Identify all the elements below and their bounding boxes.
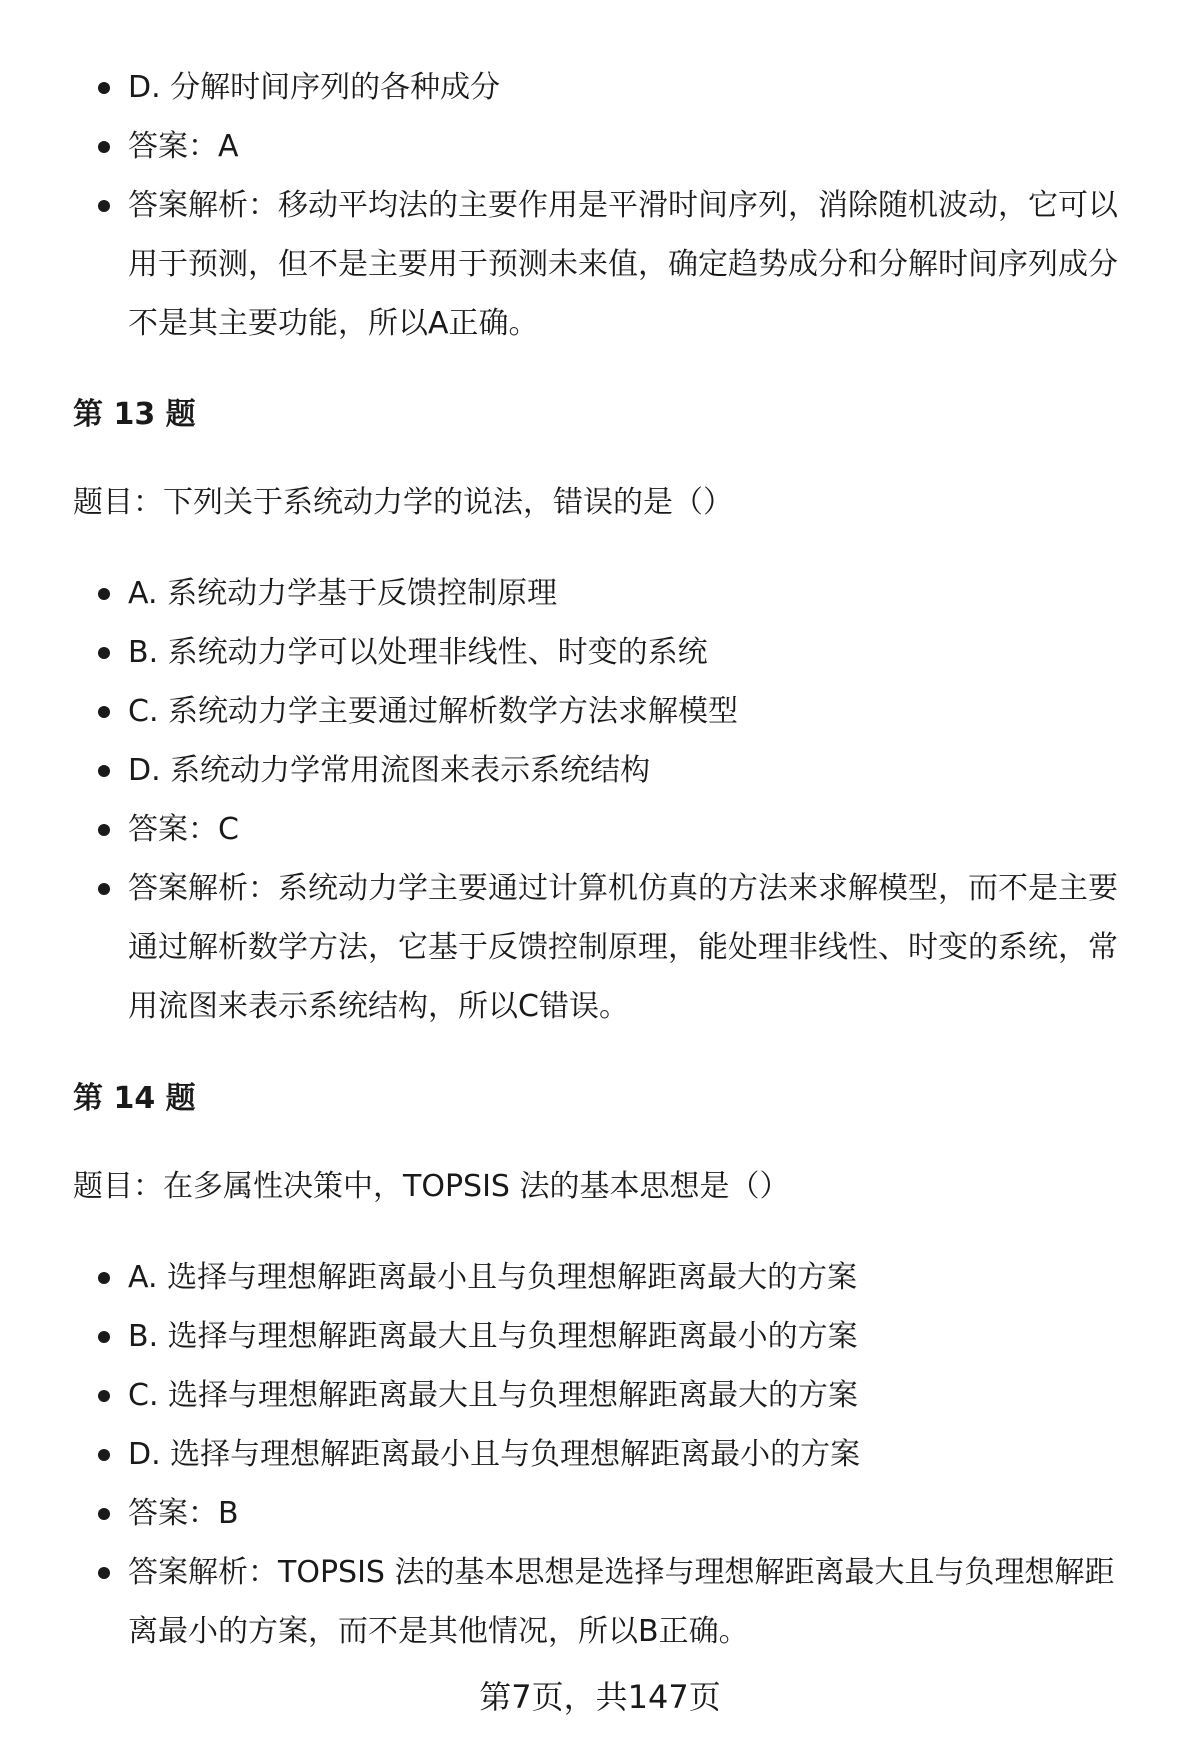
option-a: A. 选择与理想解距离最小且与负理想解距离最大的方案 xyxy=(0,1248,1200,1307)
option-c: C. 系统动力学主要通过解析数学方法求解模型 xyxy=(0,682,1200,741)
bullet-dot-icon xyxy=(98,200,110,212)
options-list xyxy=(0,1248,1200,1661)
option-a: A. 系统动力学基于反馈控制原理 xyxy=(0,564,1200,623)
page-number: 第7页，共147页 xyxy=(479,1678,721,1716)
answer-line: 答案：C xyxy=(0,800,1200,859)
bullet-dot-icon xyxy=(98,824,110,836)
bullet-dot-icon xyxy=(98,1508,110,1520)
option-b: B. 选择与理想解距离最大且与负理想解距离最小的方案 xyxy=(0,1307,1200,1366)
bullet-dot-icon xyxy=(98,647,110,659)
question-heading-13: 第 13 题 xyxy=(73,397,196,432)
bullet-dot-icon xyxy=(98,1390,110,1402)
bullet-dot-icon xyxy=(98,706,110,718)
bullet-dot-icon xyxy=(98,1449,110,1461)
question-text-13: 题目：下列关于系统动力学的说法，错误的是（） xyxy=(73,485,733,520)
option-d: D. 分解时间序列的各种成分 xyxy=(0,58,1200,117)
bullet-dot-icon xyxy=(98,765,110,777)
option-b: B. 系统动力学可以处理非线性、时变的系统 xyxy=(0,623,1200,682)
answer-line: 答案：A xyxy=(0,117,1200,176)
options-list xyxy=(0,564,1200,1036)
option-d: D. 系统动力学常用流图来表示系统结构 xyxy=(0,741,1200,800)
prev-question-block xyxy=(0,58,1200,353)
answer-line: 答案：B xyxy=(0,1484,1200,1543)
bullet-dot-icon xyxy=(98,588,110,600)
answer-explanation: 答案解析：TOPSIS 法的基本思想是选择与理想解距离最大且与负理想解距离最小的方案，而不是其他情况，所以B正确。 xyxy=(0,1543,1200,1661)
bullet-dot-icon xyxy=(98,141,110,153)
question-13-options xyxy=(0,564,1200,1036)
option-d: D. 选择与理想解距离最小且与负理想解距离最小的方案 xyxy=(0,1425,1200,1484)
bullet-dot-icon xyxy=(98,883,110,895)
question-heading-14: 第 14 题 xyxy=(73,1081,196,1116)
bullet-dot-icon xyxy=(98,82,110,94)
bullet-dot-icon xyxy=(98,1272,110,1284)
option-c: C. 选择与理想解距离最大且与负理想解距离最大的方案 xyxy=(0,1366,1200,1425)
answer-explanation: 答案解析：系统动力学主要通过计算机仿真的方法来求解模型，而不是主要通过解析数学方法，它基于反馈控制原理，能处理非线性、时变的系统，常用流图来表示系统结构，所以C错误。 xyxy=(0,859,1200,1036)
prev-question-list xyxy=(0,58,1200,353)
bullet-dot-icon xyxy=(98,1331,110,1343)
question-text-14: 题目：在多属性决策中，TOPSIS 法的基本思想是（） xyxy=(73,1169,790,1204)
question-14-options xyxy=(0,1248,1200,1661)
answer-explanation: 答案解析：移动平均法的主要作用是平滑时间序列，消除随机波动，它可以用于预测，但不是主要用于预测未来值，确定趋势成分和分解时间序列成分不是其主要功能，所以A正确。 xyxy=(0,176,1200,353)
bullet-dot-icon xyxy=(98,1567,110,1579)
